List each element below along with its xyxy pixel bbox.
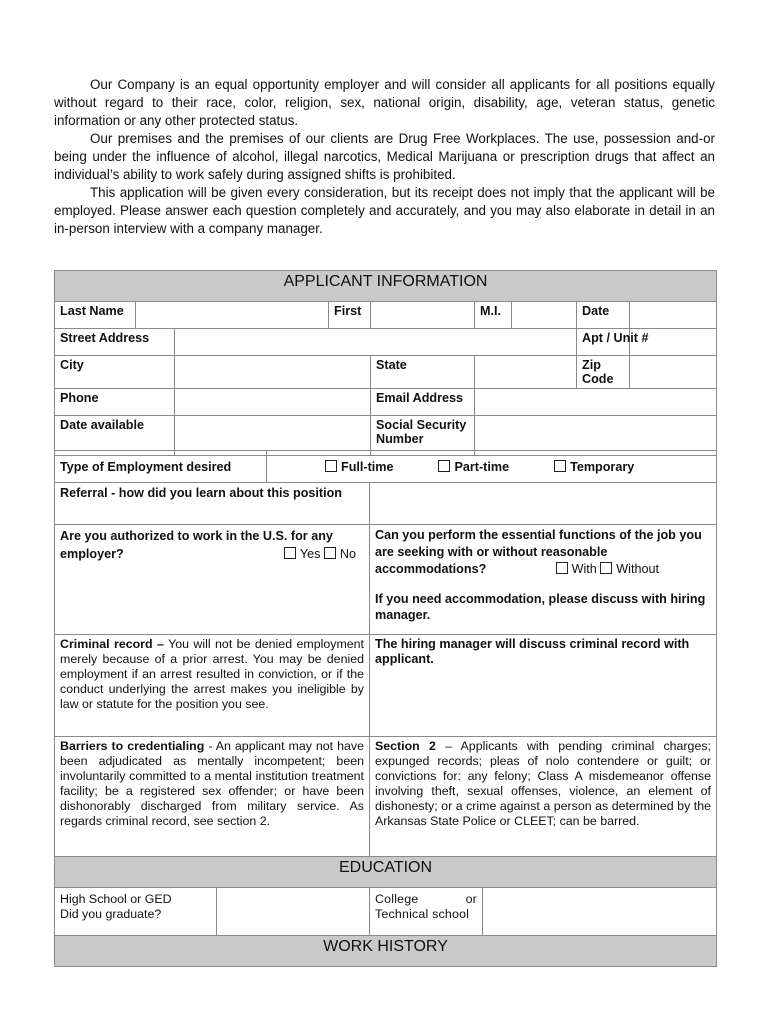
work-history-table <box>54 935 717 967</box>
employment-type-label: Type of Employment desired <box>55 451 267 483</box>
with-option[interactable]: With <box>556 562 597 576</box>
intro-text <box>54 76 715 238</box>
consideration-statement: This application will be given every consideration, but its receipt does not imply that the applicant will be employed. Please answer each question completely and accurately, and you may also elaborate in detail in an in-person interview with a company manager. <box>54 185 715 236</box>
date-label: Date <box>577 302 630 329</box>
accommodation-note: If you need accommodation, please discuss with hiring manager. <box>375 592 706 622</box>
part-time-checkbox[interactable] <box>438 460 450 472</box>
full-time-option[interactable]: Full-time <box>325 460 393 474</box>
city-field[interactable] <box>175 356 371 389</box>
referral-field[interactable] <box>370 483 717 525</box>
state-label: State <box>371 356 475 389</box>
applicant-info-header: APPLICANT INFORMATION <box>55 271 717 302</box>
college-field[interactable] <box>483 888 717 936</box>
last-name-field[interactable] <box>136 302 329 329</box>
temporary-checkbox[interactable] <box>554 460 566 472</box>
street-address-field[interactable] <box>175 329 577 356</box>
without-option[interactable]: Without <box>600 562 659 576</box>
state-field[interactable] <box>475 356 577 389</box>
without-checkbox[interactable] <box>600 562 612 574</box>
drug-free-statement: Our premises and the premises of our clients are Drug Free Workplaces. The use, possession and-or being under the influence of alcohol, illegal narcotics, Medical Marijuana or prescription drugs that affect an individual’s ability to work safely during assigned shifts is prohibited. <box>54 131 715 182</box>
college-label: College or Technical school <box>370 888 483 936</box>
last-name-label: Last Name <box>55 302 136 329</box>
first-name-label: First <box>329 302 371 329</box>
phone-label: Phone <box>55 389 175 416</box>
full-time-checkbox[interactable] <box>325 460 337 472</box>
mi-label: M.I. <box>475 302 512 329</box>
questions-table <box>54 482 717 857</box>
high-school-field[interactable] <box>217 888 370 936</box>
high-school-label: High School or GED Did you graduate? <box>55 888 217 936</box>
with-checkbox[interactable] <box>556 562 568 574</box>
eeo-statement: Our Company is an equal opportunity employer and will consider all applicants for all positions equally without regard to their race, color, religion, sex, national origin, disability, age, veteran status, genetic information or any other protected status. <box>54 77 715 128</box>
section-2-notice: Section 2 – Applicants with pending criminal charges; expunged records; pleas of nolo contendere or guilt; or convictions for: any felony; Class A misdemeanor offense involving theft, sexual offenses, violence, an element of dishonesty; or a crime against a person as determined by the Arkansas State Police or CLEET; can be barred. <box>370 737 717 857</box>
part-time-option[interactable]: Part-time <box>438 460 509 474</box>
authorized-question-text: Are you authorized to work in the U.S. for any employer? <box>60 529 333 561</box>
authorized-question <box>55 525 370 635</box>
education-table <box>54 856 717 936</box>
email-label: Email Address <box>371 389 475 416</box>
street-address-label: Street Address <box>55 329 175 356</box>
education-header: EDUCATION <box>55 857 717 888</box>
apt-unit-label: Apt / Unit # <box>577 329 630 356</box>
mi-field[interactable] <box>512 302 577 329</box>
email-field[interactable] <box>475 389 717 416</box>
authorized-no-option[interactable]: No <box>324 547 356 561</box>
date-field[interactable] <box>630 302 717 329</box>
date-available-label: Date available <box>55 416 175 456</box>
employment-type-options <box>267 451 717 483</box>
phone-field[interactable] <box>175 389 371 416</box>
first-name-field[interactable] <box>371 302 475 329</box>
barriers-notice: Barriers to credentialing - An applicant may not have been adjudicated as mentally incompetent; been involuntarily committed to a mental institution treatment facility; be a registered sex offender; or have been dishonorably discharged from military service. As regards criminal record, see section 2. <box>55 737 370 857</box>
zip-code-field[interactable] <box>630 356 717 389</box>
essential-functions-question <box>370 525 717 635</box>
yes-checkbox[interactable] <box>284 547 296 559</box>
temporary-option[interactable]: Temporary <box>554 460 634 474</box>
criminal-record-notice: Criminal record – You will not be denied employment merely because of a prior arrest. You may be denied employment if an arrest resulted in conviction, or if the conduct underlying the arrest makes you ineligible by law or statute for the position you see. <box>55 635 370 737</box>
zip-code-label: Zip Code <box>577 356 630 389</box>
referral-label: Referral - how did you learn about this position <box>55 483 370 525</box>
authorized-yes-option[interactable]: Yes <box>284 547 321 561</box>
no-checkbox[interactable] <box>324 547 336 559</box>
employment-type-table <box>54 450 717 483</box>
essential-functions-text: Can you perform the essential functions of the job you are seeking with or without reasonable accommodations? <box>375 528 702 576</box>
ssn-label: Social Security Number <box>371 416 475 456</box>
criminal-record-manager-note: The hiring manager will discuss criminal record with applicant. <box>370 635 717 737</box>
work-history-header: WORK HISTORY <box>55 936 717 967</box>
applicant-info-table <box>54 270 717 456</box>
city-label: City <box>55 356 175 389</box>
